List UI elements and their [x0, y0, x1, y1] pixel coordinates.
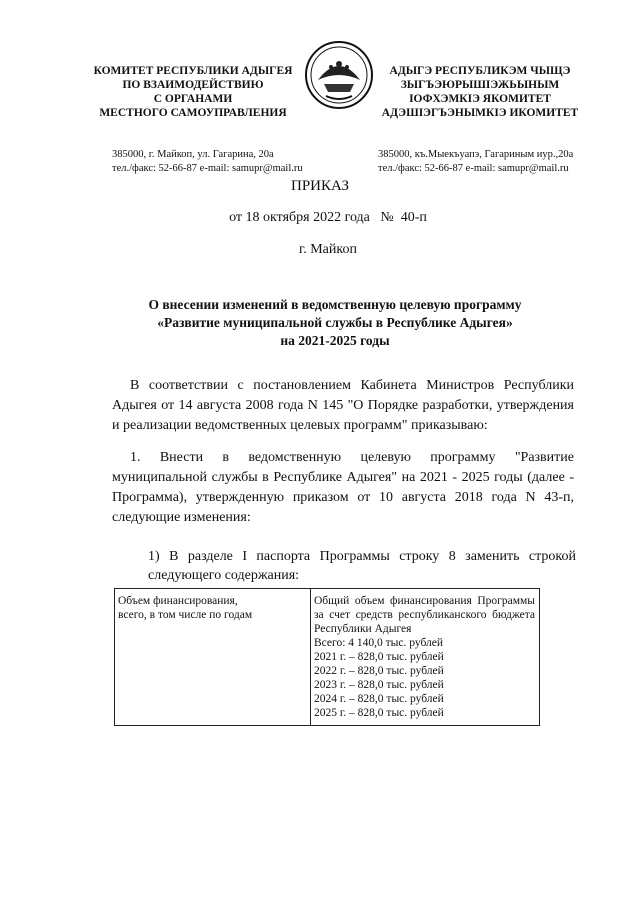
table-cell-value: [311, 589, 540, 726]
contact-line: тел./факс: 52-66-87 e-mail: samupr@mail.ru: [378, 163, 569, 174]
left-organization-name: [88, 64, 298, 120]
contact-line: тел./факс: 52-66-87 e-mail: samupr@mail.ru: [112, 163, 303, 174]
cell-text-line: всего, в том числе по годам: [118, 609, 253, 621]
preamble-paragraph: В соответствии с постановлением Кабинета Министров Республики Адыгея от 14 августа 2008 года N 145 "О Порядке разработки, утверждения и реализации ведомственных целевых программ" приказываю:: [112, 378, 574, 433]
right-address-block: [378, 148, 588, 176]
order-city: г. Майкоп: [299, 242, 357, 257]
right-org-line: АДЭШІЭГЪЭНЫМКІЭ ИКОМИТЕТ: [381, 107, 579, 119]
order-date-number: от 18 октября 2022 года № 40-п: [229, 210, 427, 225]
cell-text-line: 2025 г. – 828,0 тыс. рублей: [314, 707, 444, 719]
table-cell-label: [115, 589, 311, 726]
coat-of-arms-emblem: [304, 40, 374, 110]
table-row: [115, 589, 540, 726]
clause-1-paragraph: 1. Внести в ведомственную целевую программу "Развитие муниципальной службы в Республике Адыгея" на 2021 - 2025 годы (далее - Программа), утвержденную приказом от 10 августа 2018 года N 43-п, следующие изменения:: [112, 450, 574, 525]
cell-text-line: 2023 г. – 828,0 тыс. рублей: [314, 679, 444, 691]
cell-text-line: Объем финансирования,: [118, 595, 238, 607]
left-org-line: ПО ВЗАИМОДЕЙСТВИЮ: [122, 79, 264, 91]
cell-text-line: 2021 г. – 828,0 тыс. рублей: [314, 651, 444, 663]
order-title: ПРИКАЗ: [291, 178, 349, 194]
right-org-line: ЗЫГЪЭЮРЫШІЭЖЬЫНЫМ: [400, 79, 560, 91]
subject-line: на 2021-2025 годы: [280, 333, 390, 348]
left-org-line: МЕСТНОГО САМОУПРАВЛЕНИЯ: [99, 107, 287, 119]
subclause-1-paragraph: 1) В разделе I паспорта Программы строку 8 заменить строкой следующего содержания:: [148, 549, 576, 583]
left-address-block: [112, 148, 302, 176]
right-org-line: АДЫГЭ РЕСПУБЛИКЭМ ЧЫЩЭ: [389, 65, 571, 77]
right-organization-name: [380, 64, 580, 120]
financing-table: [114, 588, 540, 726]
order-subject: [100, 296, 570, 350]
subject-line: О внесении изменений в ведомственную целевую программу: [148, 297, 522, 312]
address-line: 385000, г. Майкоп, ул. Гагарина, 20а: [112, 149, 274, 160]
cell-text-line: 2024 г. – 828,0 тыс. рублей: [314, 693, 444, 705]
right-org-line: ІОФХЭМКІЭ ЯКОМИТЕТ: [409, 93, 551, 105]
subject-line: «Развитие муниципальной службы в Республике Адыгея»: [157, 315, 513, 330]
cell-text-line: Общий объем финансирования Программы за счет средств республиканского бюджета Республики Адыгея: [314, 595, 535, 635]
cell-text-line: Всего: 4 140,0 тыс. рублей: [314, 637, 444, 649]
address-line: 385000, къ.Мыекъуапэ, Гагариным иур.,20а: [378, 149, 574, 160]
left-org-line: С ОРГАНАМИ: [153, 93, 233, 105]
left-org-line: КОМИТЕТ РЕСПУБЛИКИ АДЫГЕЯ: [93, 65, 293, 77]
cell-text-line: 2022 г. – 828,0 тыс. рублей: [314, 665, 444, 677]
